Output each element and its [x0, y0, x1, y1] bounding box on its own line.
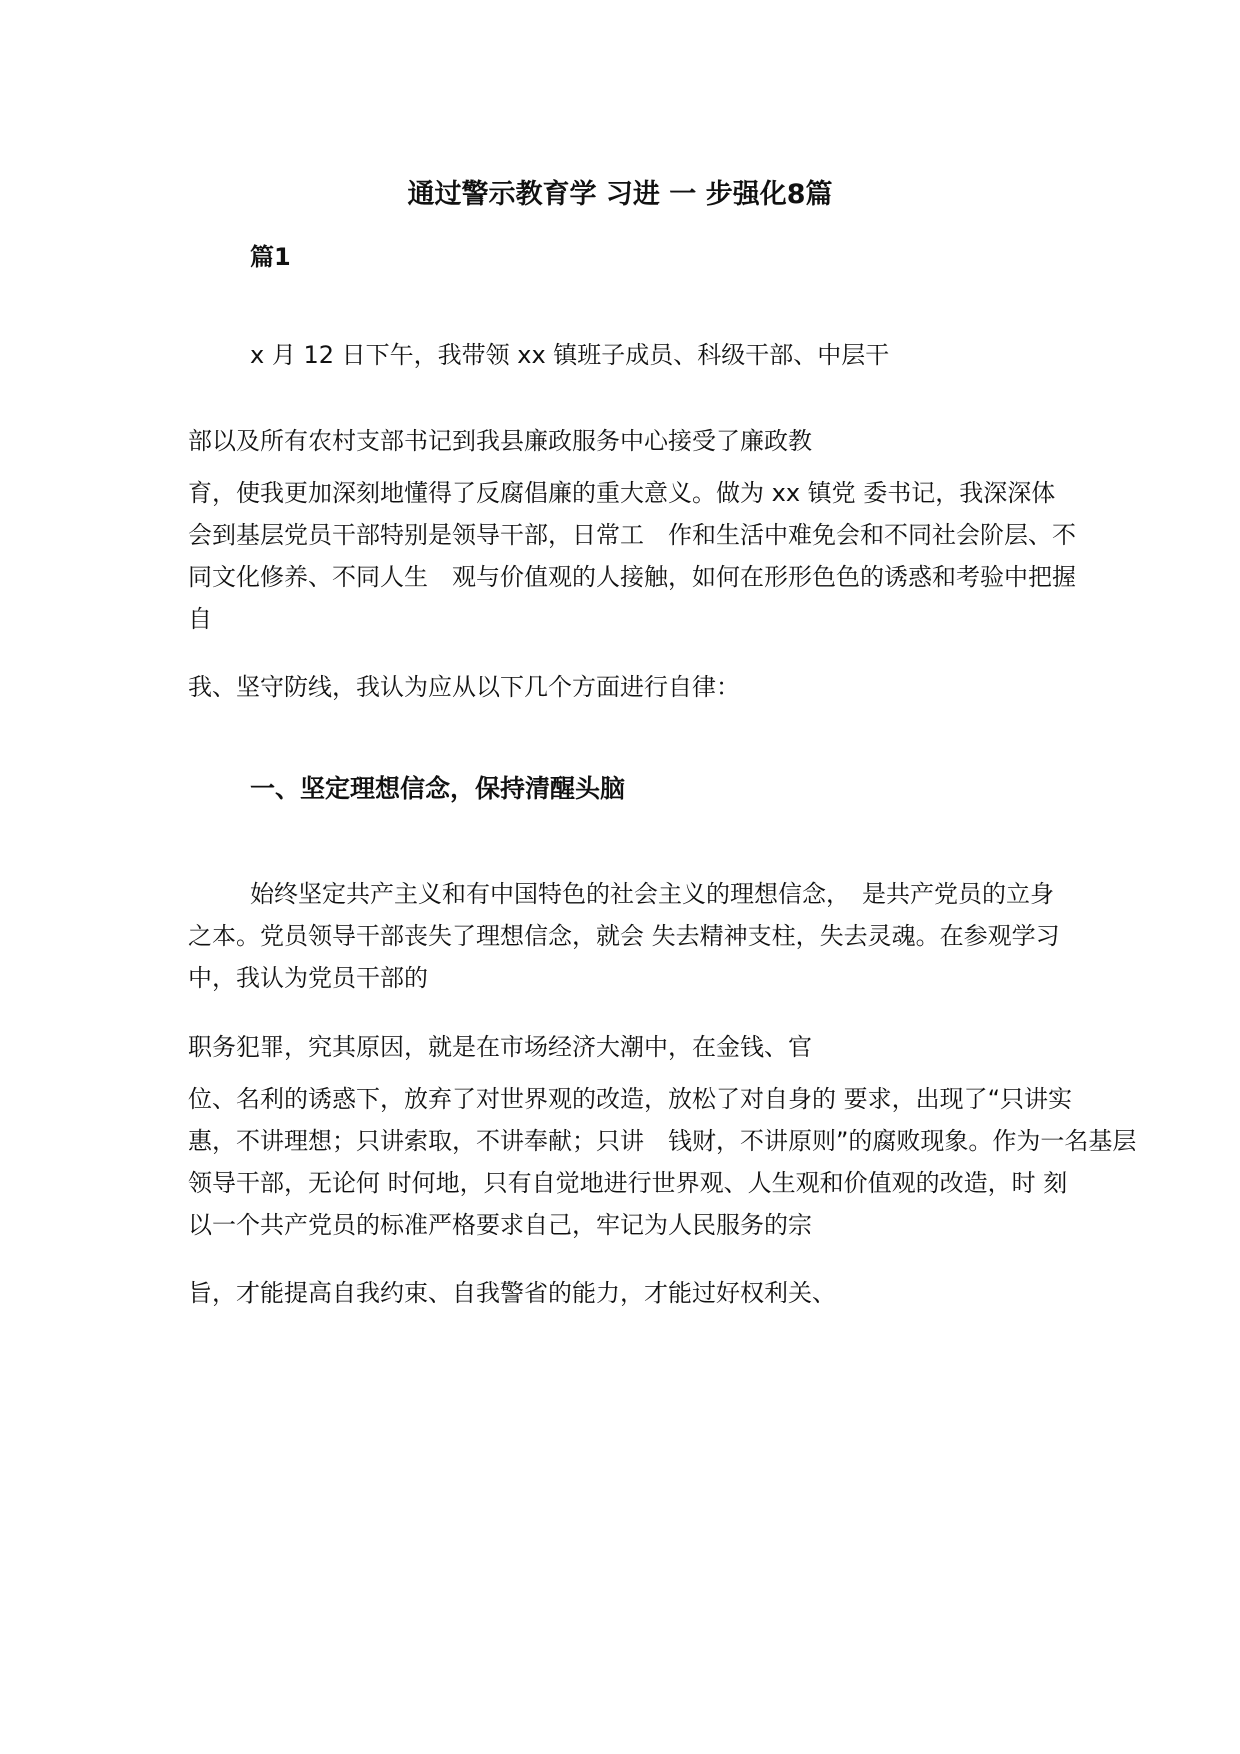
paragraph-line: 育，使我更加深刻地懂得了反腐倡廉的重大意义。做为 xx 镇党 委书记，我深深体 — [188, 479, 1056, 507]
paragraph-line: 领导干部，无论何 时何地，只有自觉地进行世界观、人生观和价值观的改造，时 刻 — [188, 1169, 1068, 1197]
section-heading: 一、坚定理想信念，保持清醒头脑 — [250, 774, 626, 803]
paragraph-line: x 月 12 日下午，我带领 xx 镇班子成员、科级干部、中层干 — [250, 341, 890, 369]
paragraph-line: 旨，才能提高自我约束、自我警省的能力，才能过好权利关、 — [188, 1279, 836, 1307]
paragraph-line: 中，我认为党员干部的 — [188, 964, 428, 992]
chapter-label: 篇1 — [250, 243, 291, 271]
paragraph-line: 位、名利的诱惑下，放弃了对世界观的改造，放松了对自身的 要求，出现了“只讲实 — [188, 1085, 1073, 1113]
paragraph-line: 我、坚守防线，我认为应从以下几个方面进行自律： — [188, 673, 740, 701]
paragraph-line: 职务犯罪，究其原因，就是在市场经济大潮中，在金钱、官 — [188, 1033, 812, 1061]
paragraph-line: 会到基层党员干部特别是领导干部，日常工 作和生活中难免会和不同社会阶层、不 — [188, 521, 1076, 549]
paragraph-line: 以一个共产党员的标准严格要求自己，牢记为人民服务的宗 — [188, 1211, 812, 1239]
paragraph-line: 部以及所有农村支部书记到我县廉政服务中心接受了廉政教 — [188, 427, 812, 455]
paragraph-line: 始终坚定共产主义和有中国特色的社会主义的理想信念， 是共产党员的立身 — [250, 880, 1054, 908]
paragraph-line: 自 — [188, 605, 212, 633]
paragraph-line: 之本。党员领导干部丧失了理想信念，就会 失去精神支柱，失去灵魂。在参观学习 — [188, 922, 1060, 950]
document-title: 通过警示教育学 习进 一 步强化8篇 — [407, 179, 833, 210]
paragraph-line: 同文化修养、不同人生 观与价值观的人接触，如何在形形色色的诱惑和考验中把握 — [188, 563, 1076, 591]
paragraph-line: 惠，不讲理想；只讲索取，不讲奉献；只讲 钱财，不讲原则”的腐败现象。作为一名基层 — [188, 1127, 1137, 1155]
